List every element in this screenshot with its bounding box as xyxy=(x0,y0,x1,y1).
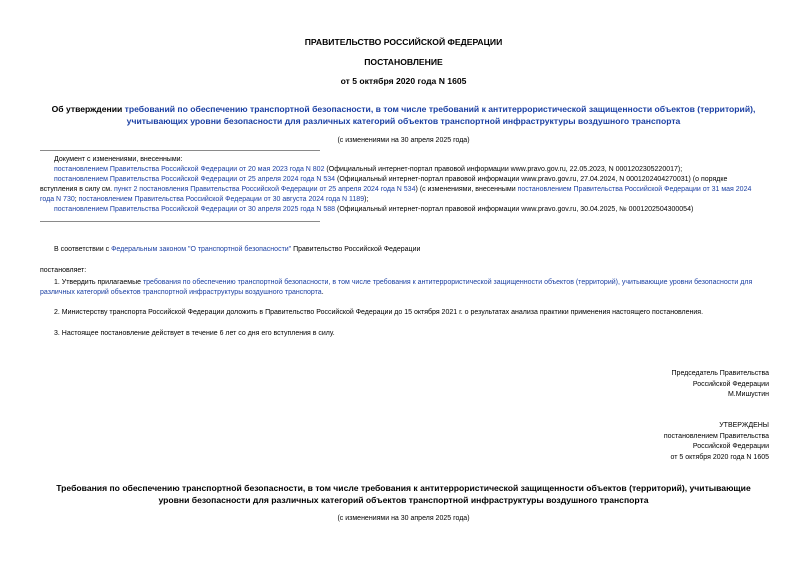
change-item-2 xyxy=(40,175,770,185)
approved-line-4: от 5 октября 2020 года N 1605 xyxy=(670,453,769,461)
change-item-2-cont xyxy=(40,185,770,195)
signature-block xyxy=(672,369,769,401)
item-3: 3. Настоящее постановление действует в течение 6 лет со дня его вступления в силу. xyxy=(54,330,335,337)
requirements-link-cont[interactable]: различных категорий объектов транспортной инфраструктуры воздушного транспорта xyxy=(40,289,322,296)
requirements-title-line-2: уровни безопасности для различных категорий объектов транспортной инфраструктуры воздушного транспорта xyxy=(158,495,649,505)
approved-line-2: постановлением Правительства xyxy=(663,432,769,440)
change-item-2-cont2 xyxy=(40,195,770,205)
change-item-2-text-e: ); xyxy=(364,196,369,203)
title-requirements-link[interactable]: требований по обеспечению транспортной безопасности, в том числе требований к антитеррористической защищенности объектов (территорий), xyxy=(124,104,756,114)
change-item-2-text-c: ) (с изменениями, внесенными xyxy=(415,186,518,193)
change-item-3-text: (Официальный интернет-портал правовой информации www.pravo.gov.ru, 30.04.2025, № 0001202504300054) xyxy=(335,206,694,213)
government-heading: ПРАВИТЕЛЬСТВО РОССИЙСКОЙ ФЕДЕРАЦИИ xyxy=(304,37,503,47)
change-link-1189[interactable]: постановлением Правительства Российской Федерации от 30 августа 2024 года N 1189 xyxy=(78,196,365,203)
change-item-3 xyxy=(40,205,770,215)
requirements-title xyxy=(0,482,807,506)
item-2: 2. Министерству транспорта Российской Федерации доложить в Правительство Российской Федерации до 15 октября 2021 г. о результатах анализа практики применения настоящего постановления. xyxy=(54,309,704,316)
amended-note: (с изменениями на 30 апреля 2025 года) xyxy=(337,137,470,144)
changes-intro: Документ с изменениями, внесенными: xyxy=(54,156,183,163)
signature-line-3: М.Мишустин xyxy=(727,391,769,398)
item-1 xyxy=(40,278,770,298)
requirements-link[interactable]: требования по обеспечению транспортной безопасности, в том числе требования к антитеррористической защищенности объектов (территорий), учитывающие уровни безопасности для xyxy=(142,279,753,286)
signature-line-2: Российской Федерации xyxy=(692,380,769,388)
approved-line-3: Российской Федерации xyxy=(692,443,769,450)
change-item-1 xyxy=(40,165,770,175)
change-item-2-text-a: (Официальный интернет-портал правовой информации www.pravo.gov.ru, 27.04.2024, N 0001202404270031) (о порядке xyxy=(335,176,728,183)
preamble-a: В соответствии с xyxy=(54,246,112,253)
change-item-2-text-b: вступления в силу см. xyxy=(40,186,115,193)
change-link-588[interactable]: постановлением Правительства Российской Федерации от 30 апреля 2025 года N 588 xyxy=(54,206,336,213)
change-link-730[interactable]: постановлением Правительства Российской Федерации от 31 мая 2024 xyxy=(517,186,752,193)
document-title xyxy=(0,103,807,127)
divider-top xyxy=(40,150,320,151)
change-link-534-p2[interactable]: пункт 2 постановления Правительства Российской Федерации от 25 апреля 2024 года N 534 xyxy=(114,186,416,193)
change-item-1-text: (Официальный интернет-портал правовой информации www.pravo.gov.ru, 22.05.2023, N 0001202305220017); xyxy=(324,166,683,173)
resolves-label: постановляет: xyxy=(40,267,87,274)
date-number-heading: от 5 октября 2020 года N 1605 xyxy=(340,76,467,86)
divider-bottom xyxy=(40,221,320,222)
title-prefix: Об утверждении xyxy=(51,104,125,114)
item-1-b: . xyxy=(321,289,324,296)
doc-type-heading: ПОСТАНОВЛЕНИЕ xyxy=(364,57,443,67)
preamble-b: Правительство Российской Федерации xyxy=(291,246,421,253)
change-item-2-text-d: ; xyxy=(74,196,79,203)
approved-block xyxy=(664,421,769,463)
preamble xyxy=(54,245,420,255)
change-link-802[interactable]: постановлением Правительства Российской Федерации от 20 мая 2023 года N 802 xyxy=(54,166,325,173)
changes-block xyxy=(40,155,770,215)
approved-line-1: УТВЕРЖДЕНЫ xyxy=(719,422,769,429)
change-link-534[interactable]: постановлением Правительства Российской Федерации от 25 апреля 2024 года N 534 xyxy=(54,176,336,183)
title-requirements-link-cont[interactable]: учитывающих уровни безопасности для различных категорий объектов транспортной инфраструктуры воздушного транспорта xyxy=(126,116,681,126)
signature-line-1: Председатель Правительства xyxy=(671,370,769,377)
requirements-amended-note: (с изменениями на 30 апреля 2025 года) xyxy=(337,515,470,522)
change-link-730-cont[interactable]: года N 730 xyxy=(40,196,75,203)
requirements-title-line-1: Требования по обеспечению транспортной безопасности, в том числе требования к антитеррористической защищенности объектов (территорий), учитывающие xyxy=(56,483,751,493)
item-1-a: 1. Утвердить прилагаемые xyxy=(54,279,143,286)
federal-law-link[interactable]: Федеральным законом "О транспортной безопасности" xyxy=(111,246,292,253)
